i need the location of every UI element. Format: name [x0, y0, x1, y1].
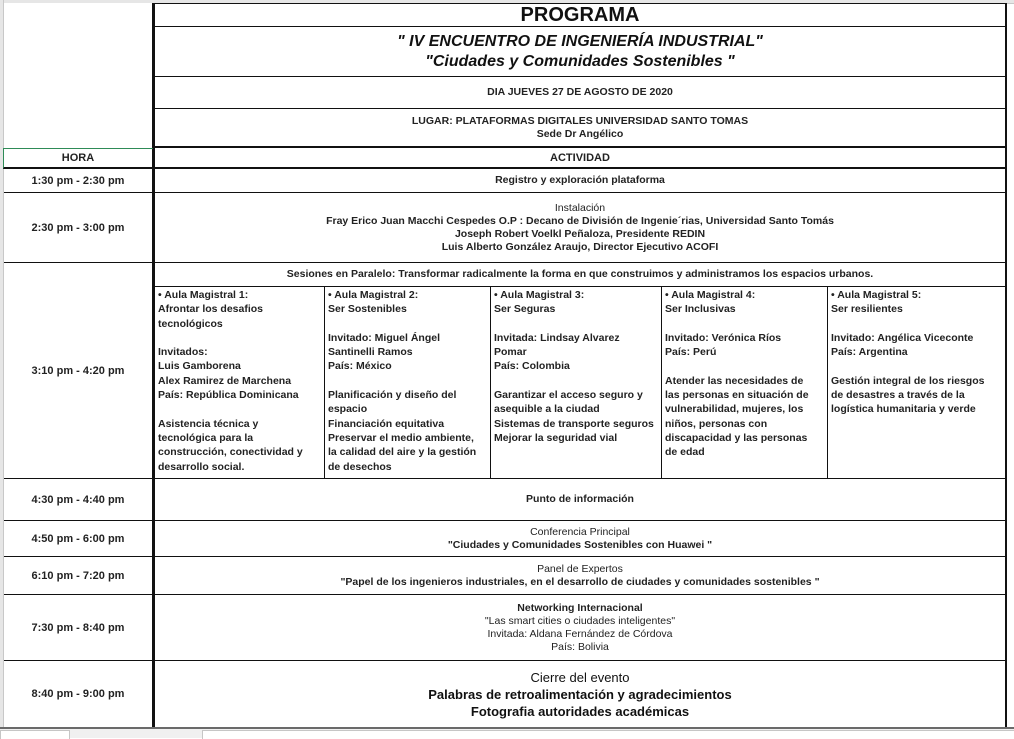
aula-line: de desechos	[328, 460, 392, 473]
aula-line: construcción, conectividad y	[158, 446, 303, 459]
aula-line: Invitado: Verónica Ríos	[665, 331, 782, 344]
time-cell[interactable]	[4, 595, 154, 662]
aula-line: • Aula Magistral 4:	[665, 289, 756, 301]
aula-line: Sistemas de transporte seguros	[494, 417, 654, 430]
time-cell[interactable]	[4, 193, 154, 264]
activity-line: Fotografia autoridades académicas	[470, 703, 690, 719]
sessions-title: Sesiones en Paralelo: Transformar radicalmente la forma en que construimos y administramos los espacios urbanos.	[286, 268, 874, 280]
aula-line: Ser Inclusivas	[665, 303, 736, 316]
actividad-header-cell[interactable]	[153, 148, 1007, 169]
actividad-header: ACTIVIDAD	[550, 151, 610, 164]
aula-line: la calidad del aire y la gestión	[328, 446, 477, 459]
aula-line: Pomar	[494, 346, 527, 359]
time-cell[interactable]	[4, 661, 154, 727]
aula-line: Luis Gamborena	[158, 360, 241, 373]
aula-magistral-1[interactable]	[153, 286, 325, 480]
aula-line: de desastres a través de la	[831, 389, 965, 402]
aula-spacer	[158, 402, 321, 416]
time-cell[interactable]	[4, 521, 154, 558]
aula-line: Ser resilientes	[831, 303, 903, 316]
activity-line: Palabras de retroalimentación y agradecimientos	[428, 686, 732, 702]
aula-line: Asistencia técnica y	[158, 417, 259, 430]
time-slot: 4:50 pm - 6:00 pm	[31, 532, 125, 545]
aula-spacer	[831, 359, 1002, 373]
activity-cell[interactable]	[153, 479, 1007, 522]
title-cell[interactable]	[153, 3, 1007, 28]
hora-header: HORA	[61, 152, 95, 164]
time-slot: 1:30 pm - 2:30 pm	[31, 174, 125, 187]
aula-magistral-2[interactable]	[324, 286, 491, 480]
aula-line: de edad	[665, 446, 705, 459]
aula-line: Atender las necesidades de	[665, 374, 804, 387]
page-title: PROGRAMA	[520, 4, 640, 26]
activity-line: Joseph Robert Voelkl Peñaloza, Presidente REDIN	[454, 227, 706, 240]
place-cell[interactable]	[153, 109, 1007, 148]
activity-line: "Papel de los ingenieros industriales, en el desarrollo de ciudades y comunidades sostenibles "	[340, 575, 820, 588]
activity-title: Panel de Expertos	[537, 562, 623, 575]
aula-line: discapacidad y las personas	[665, 431, 808, 444]
time-cell[interactable]	[4, 169, 154, 194]
aula-spacer	[494, 317, 658, 331]
event-theme: "Ciudades y Comunidades Sostenibles "	[425, 52, 735, 70]
time-cell[interactable]	[4, 263, 154, 480]
activity-cell[interactable]	[153, 595, 1007, 662]
aula-line: País: Argentina	[831, 346, 908, 359]
time-slot: 4:30 pm - 4:40 pm	[31, 493, 125, 506]
aula-line: • Aula Magistral 2:	[328, 289, 419, 301]
activity-line: Luis Alberto González Araujo, Director Ejecutivo ACOFI	[441, 240, 719, 253]
aula-line: tecnológica para la	[158, 431, 254, 444]
time-slot: 7:30 pm - 8:40 pm	[31, 621, 125, 634]
activity-line: Registro y exploración plataforma	[495, 174, 665, 186]
aula-line: asequible a la ciudad	[494, 403, 600, 416]
hora-header-cell[interactable]	[3, 148, 154, 169]
time-slot: 2:30 pm - 3:00 pm	[31, 221, 125, 234]
aula-line: Preservar el medio ambiente,	[328, 431, 474, 444]
aula-line: • Aula Magistral 3:	[494, 289, 585, 301]
aula-line: País: México	[328, 360, 392, 373]
activity-title: Instalación	[554, 201, 606, 214]
activity-line: Fray Erico Juan Macchi Cespedes O.P : Decano de División de Ingenie´rias, Universidad Santo Tomás	[326, 214, 834, 227]
activity-line: País: Bolivia	[551, 640, 609, 653]
time-slot: 8:40 pm - 9:00 pm	[31, 688, 125, 700]
activity-cell[interactable]	[153, 521, 1007, 558]
aula-spacer	[665, 317, 824, 331]
aula-spacer	[831, 317, 1002, 331]
aula-spacer	[158, 331, 321, 345]
aula-line: Invitado: Miguel Ángel	[328, 331, 440, 344]
aula-line: Gestión integral de los riesgos	[831, 374, 985, 387]
time-slot: 6:10 pm - 7:20 pm	[31, 569, 125, 582]
event-name: " IV ENCUENTRO DE INGENIERÍA INDUSTRIAL"	[397, 32, 763, 50]
activity-cell[interactable]	[153, 193, 1007, 264]
aula-spacer	[494, 374, 658, 388]
aula-line: Ser Sostenibles	[328, 303, 407, 316]
activity-line: Punto de información	[526, 493, 634, 505]
aula-line: • Aula Magistral 5:	[831, 289, 922, 301]
aula-line: Financiación equitativa	[328, 417, 445, 430]
aula-line: Ser Seguras	[494, 303, 556, 316]
aula-line: desarrollo social.	[158, 460, 245, 473]
aula-line: Invitado: Angélica Viceconte	[831, 331, 974, 344]
activity-title: Cierre del evento	[530, 669, 630, 685]
aula-line: País: Perú	[665, 346, 717, 359]
blank-header-cell[interactable]	[4, 3, 154, 148]
aula-line: Invitada: Lindsay Alvarez	[494, 331, 620, 344]
activity-cell[interactable]	[153, 169, 1007, 194]
activity-title: Networking Internacional	[517, 601, 643, 614]
activity-line: Invitada: Aldana Fernández de Córdova	[487, 627, 673, 640]
aula-line: Invitados:	[158, 346, 208, 359]
time-slot: 3:10 pm - 4:20 pm	[31, 364, 125, 377]
event-venue: Sede Dr Angélico	[536, 127, 624, 140]
time-cell[interactable]	[4, 557, 154, 596]
aula-line: Santinelli Ramos	[328, 346, 413, 359]
aula-line: niños, personas con	[665, 417, 768, 430]
activity-cell[interactable]	[153, 661, 1007, 727]
aula-line: Alex Ramirez de Marchena	[158, 374, 292, 387]
aula-line: País: República Dominicana	[158, 389, 299, 402]
event-date: DIA JUEVES 27 DE AGOSTO DE 2020	[487, 86, 673, 98]
aula-magistral-5[interactable]	[827, 286, 1007, 480]
aula-line: Garantizar el acceso seguro y	[494, 389, 643, 402]
date-cell[interactable]	[153, 77, 1007, 110]
activity-line: "Ciudades y Comunidades Sostenibles con Huawei "	[447, 538, 713, 551]
aula-spacer	[328, 374, 487, 388]
event-place: LUGAR: PLATAFORMAS DIGITALES UNIVERSIDAD SANTO TOMAS	[411, 114, 749, 127]
aula-line: espacio	[328, 403, 368, 416]
time-cell[interactable]	[4, 479, 154, 522]
aula-line: las personas en situación de	[665, 389, 809, 402]
aula-line: vulnerabilidad, mujeres, los	[665, 403, 804, 416]
aula-line: Planificación y diseño del	[328, 389, 457, 402]
sessions-header-cell[interactable]	[153, 263, 1007, 287]
activity-line: "Las smart cities o ciudades inteligentes"	[484, 614, 676, 627]
aula-line: Afrontar los desafios	[158, 303, 264, 316]
aula-line: Mejorar la seguridad vial	[494, 431, 618, 444]
aula-magistral-3[interactable]	[490, 286, 662, 480]
activity-cell[interactable]	[153, 557, 1007, 596]
subtitle-cell[interactable]	[153, 27, 1007, 78]
aula-spacer	[328, 317, 487, 331]
aula-magistral-4[interactable]	[661, 286, 828, 480]
aula-line: • Aula Magistral 1:	[158, 289, 249, 301]
activity-title: Conferencia Principal	[530, 525, 630, 538]
aula-line: logística humanitaria y verde	[831, 403, 976, 416]
aula-line: País: Colombia	[494, 360, 570, 373]
aula-spacer	[665, 359, 824, 373]
aula-line: tecnológicos	[158, 317, 223, 330]
